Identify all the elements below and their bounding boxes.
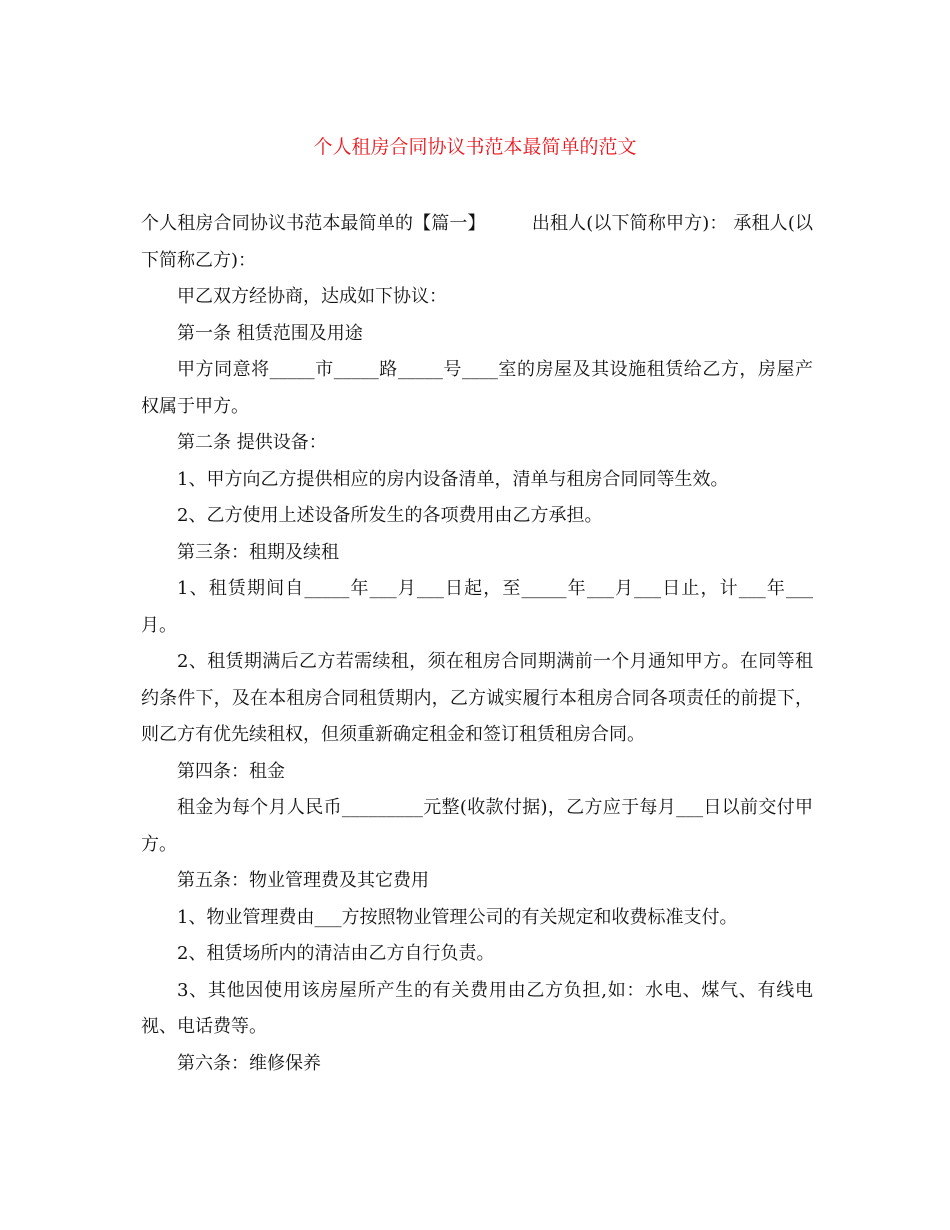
article-heading: 第三条：租期及续租 bbox=[177, 541, 339, 563]
paragraph: 3、其他因使用该房屋所产生的有关费用由乙方负担,如：水电、煤气、有线电视、电话费等。 bbox=[141, 979, 813, 1037]
article-heading: 第一条 租赁范围及用途 bbox=[177, 322, 363, 344]
intro-rest: 出租人(以下简称甲方)： 承租人(以下简称乙方)： bbox=[141, 213, 813, 271]
paragraph: 甲方同意将_____市_____路_____号____室的房屋及其设施租赁给乙方，房屋产权属于甲方。 bbox=[141, 359, 813, 417]
paragraph: 1、物业管理费由___方按照物业管理公司的有关规定和收费标准支付。 bbox=[177, 906, 738, 928]
paragraph: 甲乙双方经协商，达成如下协议： bbox=[177, 286, 447, 307]
paragraph: 2、租赁期满后乙方若需续租，须在租房合同期满前一个月通知甲方。在同等租约条件下，及在本租房合同租赁期内，乙方诚实履行本租房合同各项责任的前提下，则乙方有优先续租权，但须重新确定租金和签订租赁租房合同。 bbox=[141, 651, 813, 745]
intro-label: 个人租房合同协议书范本最简单的【篇一】 bbox=[141, 213, 486, 234]
paragraph: 2、乙方使用上述设备所发生的各项费用由乙方承担。 bbox=[177, 505, 603, 526]
document-body bbox=[141, 206, 813, 1082]
paragraph: 2、租赁场所内的清洁由乙方自行负责。 bbox=[177, 943, 495, 964]
article-heading: 第二条 提供设备： bbox=[177, 432, 327, 453]
article-heading: 第四条：租金 bbox=[177, 760, 285, 782]
article-heading: 第六条：维修保养 bbox=[177, 1052, 321, 1074]
article-heading: 第五条：物业管理费及其它费用 bbox=[177, 870, 429, 891]
intro-paragraph bbox=[141, 206, 813, 279]
document-title: 个人租房合同协议书范本最简单的范文 bbox=[313, 136, 637, 158]
paragraph: 租金为每个月人民币_________元整(收款付据)，乙方应于每月___日以前交付甲方。 bbox=[141, 797, 813, 855]
paragraph: 1、甲方向乙方提供相应的房内设备清单，清单与租房合同同等生效。 bbox=[177, 468, 729, 490]
paragraph: 1、租赁期间自_____年___月___日起，至_____年___月___日止，计___年___月。 bbox=[141, 578, 813, 636]
